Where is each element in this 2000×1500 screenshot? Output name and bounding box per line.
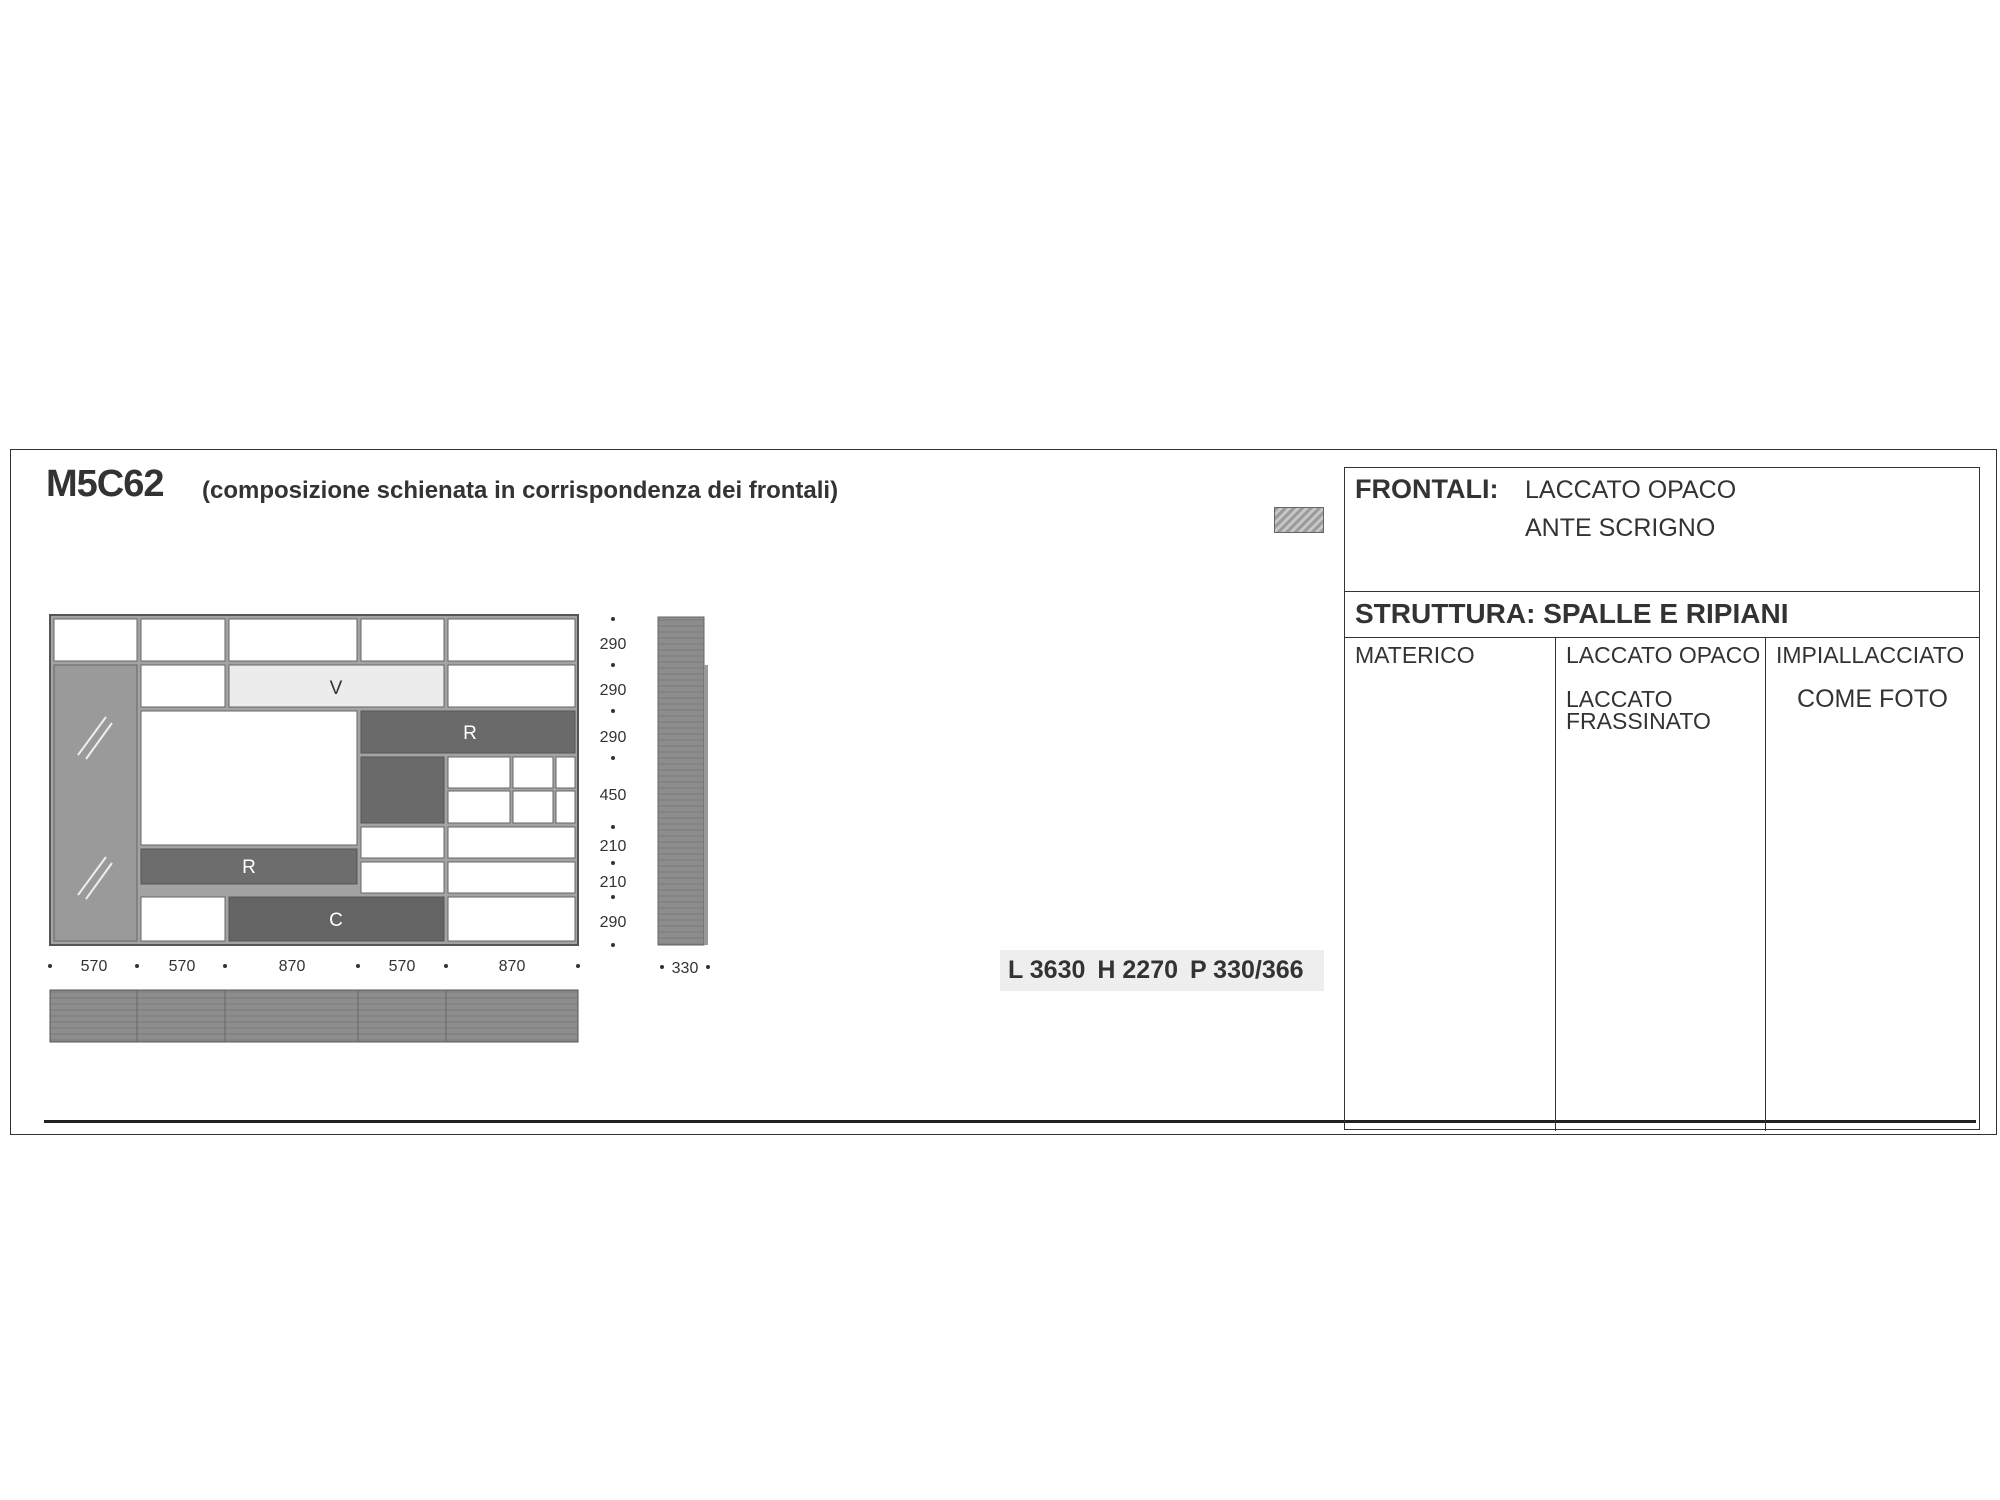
overall-dimensions <box>1000 950 1324 991</box>
cube <box>229 619 357 661</box>
finish-column-laccato <box>1556 638 1766 1131</box>
glass-door <box>54 665 137 941</box>
height-dim: 450 <box>599 787 627 804</box>
cube <box>513 757 553 788</box>
label-r-upper: R <box>463 723 477 744</box>
depth-dim: 330 <box>671 960 699 977</box>
height-dim: 210 <box>599 838 627 855</box>
label-v: V <box>329 678 343 699</box>
cube <box>141 897 225 941</box>
struttura-label: STRUTTURA: SPALLE E RIPIANI <box>1355 598 1789 629</box>
frontali-section <box>1345 468 1979 592</box>
cube <box>361 619 444 661</box>
dim-height: H 2270 <box>1097 956 1179 984</box>
composition-code: M5C62 <box>46 463 164 505</box>
cube <box>448 897 575 941</box>
tv-opening <box>141 711 357 845</box>
cube <box>54 619 137 661</box>
cube <box>556 757 575 788</box>
composition-subtitle: (composizione schienata in corrispondenza dei frontali) <box>202 477 839 504</box>
cube <box>361 862 444 893</box>
height-dim: 290 <box>599 636 627 653</box>
finish-column-materico <box>1345 638 1556 1131</box>
struttura-section <box>1345 592 1979 638</box>
composition-drawing <box>40 605 730 1055</box>
cube <box>448 757 510 788</box>
width-dim: 570 <box>388 958 416 975</box>
finish-name: LACCATO OPACO <box>1566 642 1761 668</box>
finish-note: COME FOTO <box>1797 685 1948 713</box>
height-dim: 290 <box>599 729 627 746</box>
dark-panel <box>361 757 444 823</box>
frontali-value: ANTE SCRIGNO <box>1525 514 1716 542</box>
cube <box>448 827 575 858</box>
side-view <box>658 617 704 945</box>
label-c: C <box>329 910 343 931</box>
cube <box>556 791 575 823</box>
width-dim: 570 <box>80 958 108 975</box>
frontali-label: FRONTALI: <box>1355 474 1499 504</box>
finish-column-impiallacciato <box>1766 638 1979 1131</box>
dim-depth: P 330/366 <box>1190 956 1304 984</box>
width-dim: 570 <box>168 958 196 975</box>
finish-name: MATERICO <box>1355 642 1475 668</box>
width-dim: 870 <box>498 958 526 975</box>
cube <box>448 619 575 661</box>
cube <box>361 827 444 858</box>
label-r-lower: R <box>242 857 256 878</box>
finish-name: LACCATO FRASSINATO <box>1566 686 1711 734</box>
plan-view <box>50 990 578 1042</box>
height-dim: 210 <box>599 874 627 891</box>
spec-table <box>1344 467 1980 1130</box>
width-dim: 870 <box>278 958 306 975</box>
dim-length: L 3630 <box>1008 956 1086 984</box>
cube <box>141 619 225 661</box>
cube <box>448 862 575 893</box>
cube <box>141 665 225 707</box>
finish-swatch-icon <box>1274 507 1324 533</box>
height-dim: 290 <box>599 914 627 931</box>
cube <box>448 791 510 823</box>
cube <box>448 665 575 707</box>
frontali-value: LACCATO OPACO <box>1525 476 1737 504</box>
height-dim: 290 <box>599 682 627 699</box>
cube <box>513 791 553 823</box>
finish-name: IMPIALLACCIATO <box>1776 642 1965 668</box>
